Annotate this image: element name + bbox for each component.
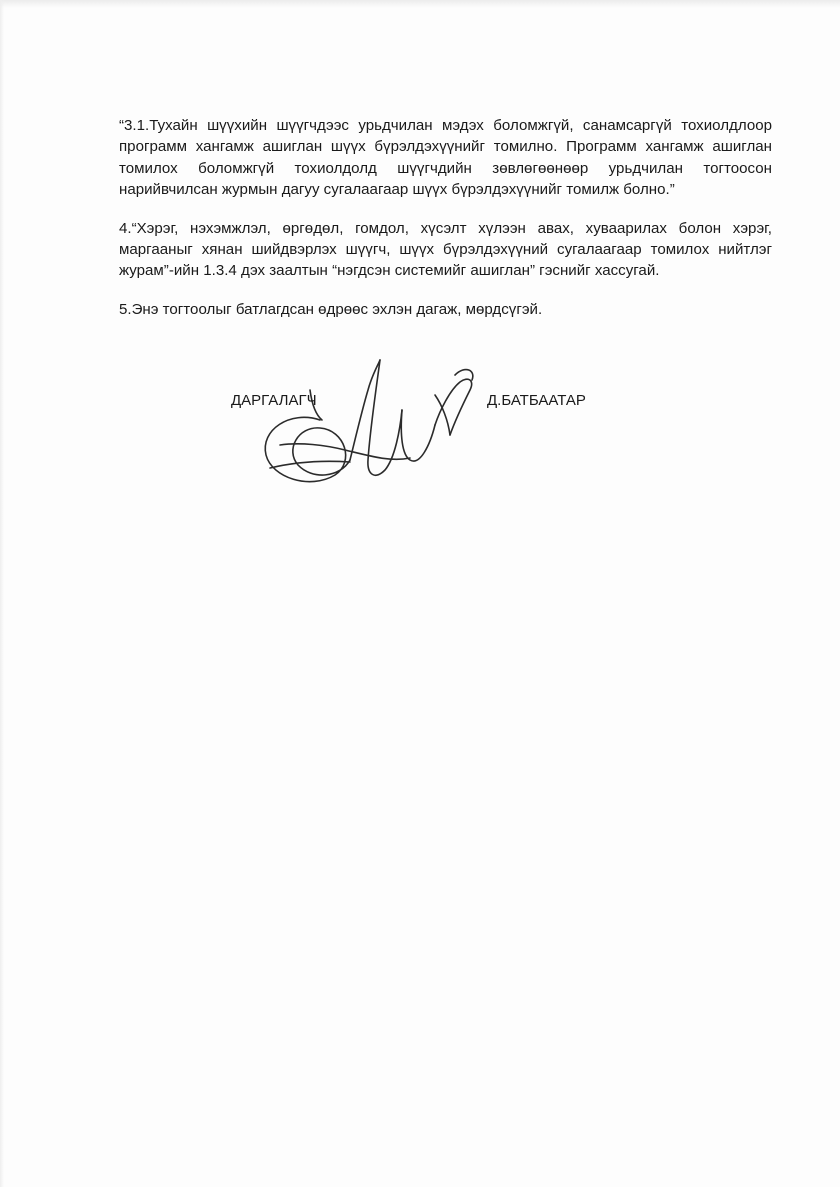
handwritten-signature: [250, 350, 480, 510]
signature-name: Д.БАТБААТАР: [487, 392, 586, 409]
signature-title: ДАРГАЛАГЧ: [231, 392, 317, 409]
paragraph-4-text: 4.“Хэрэг, нэхэмжлэл, өргөдөл, гомдол, хүсэлт хүлээн авах, хуваарилах болон хэрэг, маргааныг хянан шийдвэрлэх шүүгч, шүүх бүрэлдэхүүний сугалаагаар томилох нийтлэг журам”-ийн 1.3.4 дэх заалтын “нэгдсэн системийг ашиглан” гэснийг хассугай.: [119, 219, 772, 280]
paragraph-3-1-text: “3.1.Тухайн шүүхийн шүүгчдээс урьдчилан мэдэх боломжгүй, санамсаргүй тохиолдлоор программ хангамж ашиглан шүүх бүрэлдэхүүнийг томилно. Программ хангамж ашиглан томилох боломжгүй тохиолдолд шүүгчдийн зөвлөгөөнөөр урьдчилан тогтоосон нарийвчилсан журмын дагуу сугалаагаар шүүх бүрэлдэхүүнийг томилж болно.”: [119, 117, 772, 199]
signature-block: [0, 0, 840, 520]
paragraph-5-text: 5.Энэ тогтоолыг батлагдсан өдрөөс эхлэн дагаж, мөрдсүгэй.: [119, 300, 543, 318]
